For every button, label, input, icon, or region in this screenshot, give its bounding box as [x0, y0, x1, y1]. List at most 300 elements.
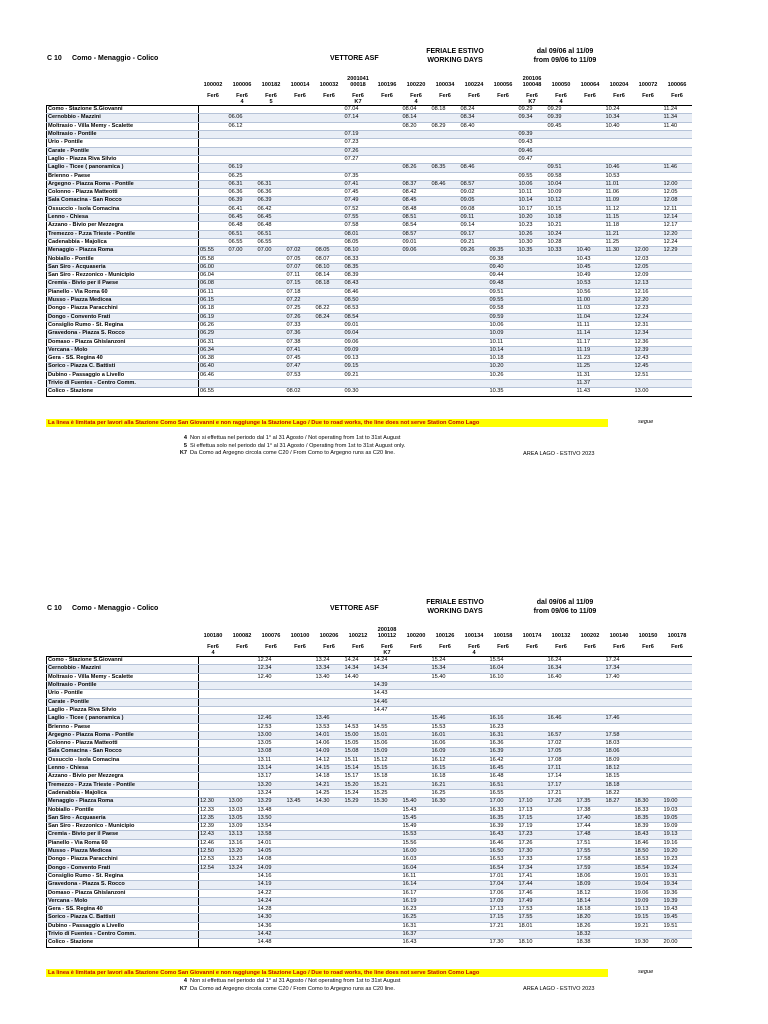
departure-time — [518, 665, 547, 673]
departure-time — [286, 930, 315, 938]
footnote-text: Si effettua solo nel periodo dal 1° al 31 Agosto / Operating from 1st to 31st August only. — [190, 442, 406, 449]
departure-time: 06.45 — [257, 214, 286, 222]
departure-time — [315, 864, 344, 872]
departure-time: 12.24 — [634, 313, 663, 321]
departure-time: 14.30 — [257, 914, 286, 922]
departure-time — [344, 864, 373, 872]
departure-time — [547, 839, 576, 847]
departure-time: 09.58 — [489, 305, 518, 313]
stop-name: Gera - SS. Regina 40 — [47, 906, 199, 914]
departure-time — [460, 698, 489, 706]
departure-time — [460, 906, 489, 914]
departure-time — [199, 715, 228, 723]
departure-time — [257, 682, 286, 690]
departure-time — [373, 922, 402, 930]
departure-time: 17.13 — [518, 806, 547, 814]
departure-time: 08.50 — [344, 297, 373, 305]
departure-time — [431, 864, 460, 872]
departure-time: 17.55 — [576, 848, 605, 856]
departure-time — [605, 706, 634, 714]
run-code: 100014 — [290, 82, 310, 89]
departure-time — [344, 698, 373, 706]
stop-name: Dongo - Convento Frati — [47, 313, 199, 321]
run-code: 100082 — [232, 633, 252, 640]
service-notice-banner: La linea è limitata per lavori alla Stazione Como San Giovanni e non raggiunge la Stazione Lago / Due to road works, the line does not serve Station Como Lago — [46, 419, 608, 427]
departure-time — [373, 864, 402, 872]
departure-time: 09.59 — [489, 313, 518, 321]
departure-time: 16.17 — [402, 889, 431, 897]
departure-time: 10.35 — [489, 388, 518, 396]
stop-row — [47, 806, 692, 814]
departure-time: 07.27 — [344, 155, 373, 163]
run-day-type: Fer6 — [439, 92, 451, 99]
departure-time: 13.03 — [228, 806, 257, 814]
departure-time: 10.26 — [518, 230, 547, 238]
departure-time: 17.44 — [518, 881, 547, 889]
run-day-type: Fer6 — [642, 92, 654, 99]
footnote-key: 4 — [183, 978, 187, 984]
departure-time: 16.31 — [402, 922, 431, 930]
stop-row — [47, 831, 692, 839]
departure-time — [460, 872, 489, 880]
departure-time: 16.24 — [547, 657, 576, 665]
departure-time: 16.09 — [431, 748, 460, 756]
departure-time — [228, 922, 257, 930]
departure-time: 07.14 — [344, 114, 373, 122]
departure-time: 08.57 — [402, 230, 431, 238]
departure-time: 17.05 — [547, 748, 576, 756]
run-day-type: Fer6 — [613, 92, 625, 99]
departure-time — [344, 814, 373, 822]
departure-time — [634, 781, 663, 789]
stop-row — [47, 798, 692, 806]
departure-time — [460, 922, 489, 930]
departure-time — [605, 806, 634, 814]
run-code: 100200 — [406, 633, 426, 640]
run-code: 100224 — [464, 82, 484, 89]
departure-time: 10.24 — [605, 106, 634, 114]
departure-time: 12.54 — [199, 864, 228, 872]
stop-name: Dubino - Passaggio a Livello — [47, 922, 199, 930]
departure-time: 10.21 — [547, 222, 576, 230]
departure-time: 09.14 — [460, 222, 489, 230]
departure-time — [460, 657, 489, 665]
departure-time: 12.11 — [663, 205, 692, 213]
departure-time: 10.20 — [518, 214, 547, 222]
departure-time — [402, 698, 431, 706]
stop-name: San Siro - Acquaseria — [47, 263, 199, 271]
departure-time: 15.24 — [344, 789, 373, 797]
departure-time: 07.38 — [286, 338, 315, 346]
departure-time — [199, 698, 228, 706]
departure-time: 18.30 — [634, 798, 663, 806]
stop-name: Ossuccio - Isola Comacina — [47, 205, 199, 213]
run-type — [605, 642, 634, 657]
departure-time — [315, 848, 344, 856]
departure-time: 15.29 — [344, 798, 373, 806]
departure-time: 12.24 — [257, 657, 286, 665]
run-type — [344, 642, 373, 657]
operator-label: VETTORE ASF — [330, 55, 379, 62]
departure-time: 06.55 — [199, 388, 228, 396]
departure-time — [547, 706, 576, 714]
departure-time: 12.16 — [634, 288, 663, 296]
departure-time: 17.11 — [547, 765, 576, 773]
stop-name: Trivio di Fuentes - Centro Comm. — [47, 930, 199, 938]
departure-time: 06.06 — [228, 114, 257, 122]
stop-row — [47, 872, 692, 880]
departure-time — [344, 839, 373, 847]
departure-time — [518, 765, 547, 773]
departure-time: 19.43 — [663, 906, 692, 914]
departure-time: 09.04 — [344, 330, 373, 338]
departure-time — [199, 756, 228, 764]
departure-time: 13.34 — [315, 665, 344, 673]
run-code: 100220 — [406, 82, 426, 89]
departure-time — [286, 698, 315, 706]
departure-time — [605, 723, 634, 731]
stop-name: Colico - Stazione — [47, 939, 199, 947]
departure-time: 16.01 — [431, 731, 460, 739]
departure-time: 09.09 — [344, 346, 373, 354]
departure-time: 06.31 — [228, 180, 257, 188]
departure-time: 12.05 — [634, 263, 663, 271]
departure-time: 08.05 — [344, 238, 373, 246]
departure-time: 10.23 — [518, 222, 547, 230]
departure-time: 08.24 — [460, 106, 489, 114]
departure-time — [605, 698, 634, 706]
stop-name: Azzano - Bivio per Mezzegra — [47, 222, 199, 230]
departure-time: 06.34 — [199, 346, 228, 354]
departure-time: 12.09 — [634, 272, 663, 280]
departure-time: 12.46 — [199, 839, 228, 847]
departure-time — [576, 789, 605, 797]
departure-time — [286, 906, 315, 914]
run-type — [315, 642, 344, 657]
stop-row — [47, 922, 692, 930]
departure-time — [431, 914, 460, 922]
departure-time: 12.40 — [257, 673, 286, 681]
departure-time: 16.39 — [489, 748, 518, 756]
departure-time: 16.14 — [402, 881, 431, 889]
departure-time: 10.09 — [489, 330, 518, 338]
departure-time: 17.58 — [605, 731, 634, 739]
departure-time: 15.21 — [373, 781, 402, 789]
departure-time: 17.13 — [489, 906, 518, 914]
departure-time — [663, 665, 692, 673]
departure-time: 19.05 — [663, 814, 692, 822]
departure-time: 17.44 — [576, 823, 605, 831]
departure-time: 07.02 — [286, 247, 315, 255]
departure-time — [460, 864, 489, 872]
run-code: 2001041 00018 — [347, 76, 369, 89]
stop-row — [47, 939, 692, 947]
departure-time — [518, 756, 547, 764]
run-day-type: Fer6 — [207, 92, 219, 99]
departure-time: 06.00 — [199, 263, 228, 271]
departure-time: 14.08 — [257, 856, 286, 864]
departure-time — [634, 748, 663, 756]
departure-time: 15.46 — [431, 715, 460, 723]
departure-time: 11.19 — [576, 346, 605, 354]
stop-name: Colonno - Piazza Matteotti — [47, 740, 199, 748]
departure-time — [460, 690, 489, 698]
departure-time: 09.35 — [489, 247, 518, 255]
departure-time: 13.05 — [257, 740, 286, 748]
departure-time — [373, 906, 402, 914]
departure-time: 17.46 — [518, 889, 547, 897]
departure-time — [518, 690, 547, 698]
run-day-type: Fer6 — [410, 92, 422, 99]
departure-time — [634, 698, 663, 706]
stop-row — [47, 823, 692, 831]
departure-time — [663, 690, 692, 698]
run-day-type: Fer6 — [381, 92, 393, 99]
stop-name: Brienno - Paese — [47, 172, 199, 180]
departure-time — [315, 698, 344, 706]
departure-time — [228, 698, 257, 706]
departure-time: 10.43 — [576, 255, 605, 263]
departure-time: 12.24 — [663, 238, 692, 246]
departure-time — [373, 839, 402, 847]
departure-time: 16.23 — [489, 723, 518, 731]
departure-time — [431, 881, 460, 889]
operator-label: VETTORE ASF — [330, 605, 379, 612]
departure-time — [605, 914, 634, 922]
departure-time: 18.01 — [518, 922, 547, 930]
stop-row — [47, 706, 692, 714]
departure-time — [634, 789, 663, 797]
departure-time — [605, 814, 634, 822]
departure-time — [634, 765, 663, 773]
departure-time: 08.45 — [402, 197, 431, 205]
departure-time — [605, 823, 634, 831]
departure-time: 11.31 — [576, 371, 605, 379]
departure-time: 18.20 — [576, 914, 605, 922]
departure-time: 16.45 — [489, 765, 518, 773]
stop-row — [47, 682, 692, 690]
run-type — [663, 642, 692, 657]
departure-time — [315, 831, 344, 839]
departure-time — [547, 698, 576, 706]
departure-time: 16.12 — [431, 756, 460, 764]
departure-time — [344, 897, 373, 905]
departure-time: 09.08 — [460, 205, 489, 213]
departure-time: 17.34 — [518, 864, 547, 872]
departure-time: 17.49 — [518, 897, 547, 905]
departure-time: 16.53 — [489, 856, 518, 864]
departure-time — [576, 773, 605, 781]
departure-time: 16.21 — [431, 781, 460, 789]
stop-name: Gravedona - Piazza S. Rocco — [47, 881, 199, 889]
departure-time: 18.22 — [605, 789, 634, 797]
departure-time: 09.05 — [460, 197, 489, 205]
stop-row — [47, 657, 692, 665]
departure-time — [605, 939, 634, 947]
departure-time: 08.18 — [431, 106, 460, 114]
run-code: 100134 — [464, 633, 484, 640]
departure-time — [199, 897, 228, 905]
departure-time — [547, 872, 576, 880]
departure-time: 14.55 — [373, 723, 402, 731]
stop-name: Moltrasio - Pontile — [47, 682, 199, 690]
departure-time: 17.10 — [518, 798, 547, 806]
departure-time — [547, 831, 576, 839]
departure-time: 18.26 — [576, 922, 605, 930]
departure-time: 07.52 — [344, 205, 373, 213]
departure-time — [344, 914, 373, 922]
departure-time — [315, 814, 344, 822]
departure-time: 14.28 — [257, 906, 286, 914]
line-code: C 10 — [47, 605, 62, 612]
departure-time: 06.31 — [257, 180, 286, 188]
departure-time: 17.34 — [605, 665, 634, 673]
departure-time — [431, 839, 460, 847]
departure-time — [402, 690, 431, 698]
run-type — [634, 642, 663, 657]
departure-time — [286, 839, 315, 847]
stop-row — [47, 856, 692, 864]
departure-time: 16.54 — [489, 864, 518, 872]
departure-time: 17.30 — [489, 939, 518, 947]
departure-time — [460, 756, 489, 764]
departure-time: 10.14 — [518, 197, 547, 205]
departure-time: 13.50 — [257, 814, 286, 822]
departure-time: 12.53 — [199, 856, 228, 864]
stop-name: Colonno - Piazza Matteotti — [47, 189, 199, 197]
departure-time — [634, 930, 663, 938]
departure-time — [518, 740, 547, 748]
departure-time: 12.46 — [257, 715, 286, 723]
departure-time — [605, 906, 634, 914]
departure-time: 08.37 — [402, 180, 431, 188]
departure-time — [460, 881, 489, 889]
departure-time: 17.15 — [489, 914, 518, 922]
departure-time: 16.19 — [402, 897, 431, 905]
departure-time — [344, 823, 373, 831]
departure-time: 19.09 — [663, 823, 692, 831]
departure-time — [228, 781, 257, 789]
departure-time — [634, 715, 663, 723]
departure-time: 07.04 — [344, 106, 373, 114]
departure-time — [460, 731, 489, 739]
departure-time: 15.43 — [402, 806, 431, 814]
departure-time: 11.15 — [605, 214, 634, 222]
departure-time — [460, 673, 489, 681]
run-code: 100202 — [580, 633, 600, 640]
departure-time: 13.24 — [315, 657, 344, 665]
run-day-type: Fer6 — [410, 643, 422, 650]
stop-row — [47, 673, 692, 681]
departure-time: 15.11 — [344, 756, 373, 764]
departure-time: 16.10 — [489, 673, 518, 681]
departure-time — [663, 673, 692, 681]
departure-time — [431, 682, 460, 690]
departure-time — [460, 806, 489, 814]
departure-time: 20.00 — [663, 939, 692, 947]
departure-time: 12.31 — [634, 321, 663, 329]
departure-time — [663, 756, 692, 764]
stop-name: Gera - SS. Regina 40 — [47, 355, 199, 363]
departure-time — [228, 731, 257, 739]
departure-time: 09.48 — [489, 280, 518, 288]
stop-name: Sorico - Piazza C. Battisti — [47, 914, 199, 922]
run-code: 100182 — [261, 82, 281, 89]
departure-time: 06.15 — [199, 297, 228, 305]
departure-time — [547, 881, 576, 889]
departure-time: 06.31 — [199, 338, 228, 346]
departure-time — [605, 930, 634, 938]
departure-time: 18.14 — [576, 897, 605, 905]
departure-time: 07.11 — [286, 272, 315, 280]
departure-time: 19.03 — [663, 806, 692, 814]
stop-name: Laglio - Ticee ( panoramica ) — [47, 164, 199, 172]
departure-time: 10.11 — [518, 189, 547, 197]
departure-time: 16.43 — [402, 939, 431, 947]
departure-time — [199, 906, 228, 914]
departure-time — [344, 939, 373, 947]
departure-time — [663, 789, 692, 797]
run-note — [287, 650, 314, 656]
departure-time — [518, 781, 547, 789]
departure-time: 08.33 — [344, 255, 373, 263]
departure-time — [199, 765, 228, 773]
departure-time: 18.33 — [634, 806, 663, 814]
departure-time — [431, 872, 460, 880]
run-day-type: Fer6 — [584, 643, 596, 650]
departure-time: 09.06 — [402, 247, 431, 255]
run-day-type: Fer6 — [584, 92, 596, 99]
departure-time: 12.14 — [663, 214, 692, 222]
departure-time: 08.04 — [402, 106, 431, 114]
run-note: 4 — [472, 649, 476, 656]
departure-time: 12.30 — [199, 798, 228, 806]
season-it: FERIALE ESTIVO — [426, 599, 484, 606]
departure-time — [634, 673, 663, 681]
departure-time — [315, 889, 344, 897]
departure-time: 16.37 — [402, 930, 431, 938]
departure-time: 13.11 — [257, 756, 286, 764]
departure-time — [344, 889, 373, 897]
run-code: 100076 — [261, 633, 281, 640]
run-note — [229, 650, 256, 656]
departure-time: 15.15 — [373, 765, 402, 773]
run-code: 100032 — [319, 82, 339, 89]
stop-row — [47, 848, 692, 856]
run-type — [373, 642, 402, 657]
departure-time: 11.03 — [576, 305, 605, 313]
departure-time — [199, 889, 228, 897]
departure-time — [460, 798, 489, 806]
departure-time: 19.30 — [634, 939, 663, 947]
line-code: C 10 — [47, 55, 62, 62]
departure-time: 06.12 — [228, 122, 257, 130]
stop-name: Dongo - Convento Frati — [47, 864, 199, 872]
departure-time — [547, 864, 576, 872]
stop-row — [47, 665, 692, 673]
validity-dates — [520, 598, 610, 616]
departure-time — [431, 706, 460, 714]
departure-time — [605, 864, 634, 872]
departure-time — [489, 706, 518, 714]
departure-time: 07.23 — [344, 139, 373, 147]
departure-time: 07.45 — [344, 189, 373, 197]
departure-time — [228, 872, 257, 880]
stop-row — [47, 748, 692, 756]
run-note — [519, 650, 546, 656]
departure-time: 06.55 — [228, 238, 257, 246]
stop-name: Laglio - Piazza Riva Silvio — [47, 155, 199, 163]
